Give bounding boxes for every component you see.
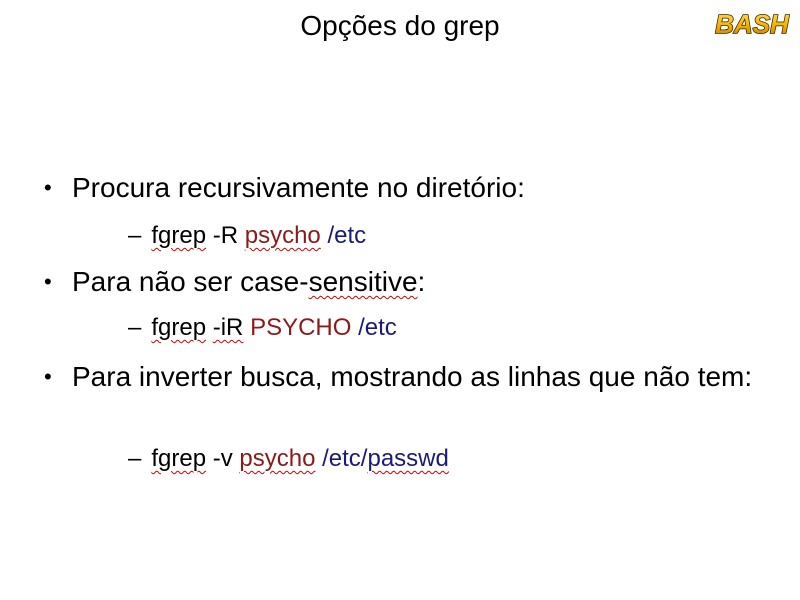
bullet-text-part: sensitive	[308, 266, 418, 297]
bullet-text: Procura recursivamente no diretório:	[72, 172, 525, 203]
command-line	[128, 222, 366, 250]
command-flag: -R	[212, 222, 239, 249]
command-line	[128, 314, 397, 342]
bullet-text-part: Para não ser case-	[72, 266, 309, 297]
command-name: fgrep	[151, 314, 207, 341]
command-flag: -iR	[212, 314, 244, 341]
bullet-text: Para inverter busca, mostrando as linhas que não tem:	[72, 361, 753, 392]
dash-icon: –	[128, 445, 142, 472]
bullet-text-part: :	[417, 266, 426, 297]
bash-logo-text: BASH	[715, 9, 789, 39]
command-name: fgrep	[151, 222, 207, 249]
dash-icon: –	[128, 314, 142, 341]
command-path: /etc	[327, 222, 367, 249]
command-pattern: PSYCHO	[250, 314, 352, 341]
command-path-part: /etc/	[322, 445, 368, 472]
bullet-icon: •	[44, 364, 52, 389]
command-pattern: psycho	[239, 445, 316, 472]
bullet-icon: •	[44, 175, 52, 200]
command-path: /etc	[358, 314, 397, 341]
command-pattern: psycho	[244, 222, 321, 249]
bullet-text	[72, 265, 764, 298]
command-name: fgrep	[151, 445, 207, 472]
bullet-icon: •	[44, 269, 52, 294]
command-path-part: passwd	[367, 445, 449, 472]
dash-icon: –	[128, 222, 142, 249]
command-path	[322, 445, 449, 472]
bullet-item	[44, 171, 764, 204]
slide-title: Opções do grep	[300, 10, 500, 41]
bullet-item	[44, 265, 764, 298]
command-line	[128, 445, 449, 473]
bash-logo	[706, 6, 798, 42]
bullet-item	[44, 360, 764, 393]
command-flag: -v	[212, 445, 233, 472]
